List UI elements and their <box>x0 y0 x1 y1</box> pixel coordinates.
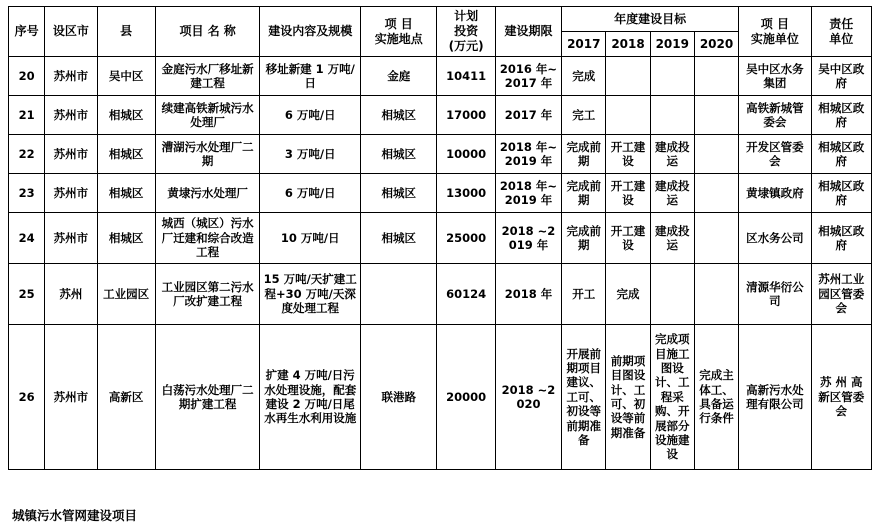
cell-county: 吴中区 <box>97 57 155 96</box>
cell-location: 相城区 <box>361 135 437 174</box>
cell-location: 联港路 <box>361 325 437 470</box>
table-row <box>9 325 872 470</box>
cell-county: 相城区 <box>97 174 155 213</box>
header-location <box>361 7 437 57</box>
cell-project-name: 续建高铁新城污水处理厂 <box>155 96 260 135</box>
cell-year-2018 <box>606 96 650 135</box>
table-row <box>9 213 872 264</box>
table-row <box>9 174 872 213</box>
header-implement-line2: 实施单位 <box>750 31 799 46</box>
cell-year-2018: 开工建设 <box>606 135 650 174</box>
cell-city: 苏州市 <box>45 96 97 135</box>
cell-seq: 21 <box>9 96 45 135</box>
cell-city: 苏州市 <box>45 213 97 264</box>
header-annual-goal: 年度建设目标 <box>562 7 739 32</box>
header-location-line1: 项 目 <box>384 16 413 31</box>
cell-period: 2018 年 <box>495 264 561 325</box>
cell-year-2020 <box>694 135 738 174</box>
cell-year-2019 <box>650 57 694 96</box>
cell-location: 相城区 <box>361 96 437 135</box>
cell-seq: 24 <box>9 213 45 264</box>
cell-seq: 26 <box>9 325 45 470</box>
cell-seq: 23 <box>9 174 45 213</box>
cell-project-name: 城西（城区）污水厂迁建和综合改造工程 <box>155 213 260 264</box>
cell-content-scale: 扩建 4 万吨/日污水处理设施，配套建设 2 万吨/日尾水再生水利用设施 <box>260 325 361 470</box>
cell-year-2020 <box>694 264 738 325</box>
cell-project-name: 工业园区第二污水厂改扩建工程 <box>155 264 260 325</box>
header-investment-line1: 计划 <box>454 9 479 23</box>
cell-seq: 25 <box>9 264 45 325</box>
cell-year-2019: 建成投运 <box>650 135 694 174</box>
header-year-2019: 2019 <box>650 32 694 57</box>
cell-city: 苏州市 <box>45 325 97 470</box>
cell-content-scale: 3 万吨/日 <box>260 135 361 174</box>
table-row <box>9 135 872 174</box>
cell-period: 2018 年~2019 年 <box>495 174 561 213</box>
cell-seq: 20 <box>9 57 45 96</box>
cell-period: 2018 ~2020 <box>495 325 561 470</box>
table-row <box>9 96 872 135</box>
cell-location: 金庭 <box>361 57 437 96</box>
header-year-2020: 2020 <box>694 32 738 57</box>
cell-implement-unit: 吴中区水务集团 <box>739 57 811 96</box>
cell-year-2019 <box>650 96 694 135</box>
header-city: 设区市 <box>45 7 97 57</box>
cell-year-2017: 开工 <box>562 264 606 325</box>
cell-investment: 20000 <box>437 325 495 470</box>
cell-content-scale: 移址新建 1 万吨/日 <box>260 57 361 96</box>
cell-implement-unit: 黄埭镇政府 <box>739 174 811 213</box>
cell-project-name: 白荡污水处理厂二期扩建工程 <box>155 325 260 470</box>
cell-year-2020 <box>694 174 738 213</box>
cell-county: 相城区 <box>97 96 155 135</box>
table-row <box>9 264 872 325</box>
cell-investment: 13000 <box>437 174 495 213</box>
header-investment-line3: (万元) <box>448 39 484 53</box>
cell-year-2019: 建成投运 <box>650 174 694 213</box>
cell-year-2018 <box>606 57 650 96</box>
cell-period: 2018 年~2019 年 <box>495 135 561 174</box>
cell-year-2020 <box>694 213 738 264</box>
cell-implement-unit: 清源华衍公司 <box>739 264 811 325</box>
header-implement-unit <box>739 7 811 57</box>
cell-project-name: 金庭污水厂移址新建工程 <box>155 57 260 96</box>
cell-responsible-unit: 相城区政府 <box>811 174 871 213</box>
header-location-line2: 实施地点 <box>374 31 423 46</box>
cell-investment: 10411 <box>437 57 495 96</box>
cell-investment: 10000 <box>437 135 495 174</box>
cell-period: 2018 ~2019 年 <box>495 213 561 264</box>
cell-content-scale: 10 万吨/日 <box>260 213 361 264</box>
project-schedule-table <box>8 6 872 470</box>
cell-implement-unit: 区水务公司 <box>739 213 811 264</box>
cell-responsible-unit: 吴中区政府 <box>811 57 871 96</box>
cell-investment: 17000 <box>437 96 495 135</box>
cell-county: 相城区 <box>97 213 155 264</box>
cell-period: 2017 年 <box>495 96 561 135</box>
cell-county: 工业园区 <box>97 264 155 325</box>
cell-investment: 25000 <box>437 213 495 264</box>
cell-year-2017: 完工 <box>562 96 606 135</box>
cell-seq: 22 <box>9 135 45 174</box>
cell-year-2018: 完成 <box>606 264 650 325</box>
cell-project-name: 黄埭污水处理厂 <box>155 174 260 213</box>
header-responsible-unit <box>811 7 871 57</box>
table-header-row-1 <box>9 7 872 32</box>
header-implement-line1: 项 目 <box>760 16 789 31</box>
cell-content-scale: 6 万吨/日 <box>260 96 361 135</box>
cell-content-scale: 6 万吨/日 <box>260 174 361 213</box>
cell-investment: 60124 <box>437 264 495 325</box>
cell-year-2019: 完成项目施工图设计、工程采购、开展部分设施建设 <box>650 325 694 470</box>
cell-implement-unit: 高铁新城管委会 <box>739 96 811 135</box>
cell-implement-unit: 高新污水处理有限公司 <box>739 325 811 470</box>
cell-location: 相城区 <box>361 213 437 264</box>
header-project-name: 项目 名 称 <box>155 7 260 57</box>
cell-responsible-unit: 相城区政府 <box>811 135 871 174</box>
cell-responsible-unit: 相城区政府 <box>811 213 871 264</box>
cell-year-2017: 完成前期 <box>562 213 606 264</box>
cell-year-2020: 完成主体工、具备运行条件 <box>694 325 738 470</box>
cell-responsible-unit: 苏州工业园区管委会 <box>811 264 871 325</box>
cell-year-2018: 前期项目图设计、工可、初设等前期准备 <box>606 325 650 470</box>
cell-year-2019 <box>650 264 694 325</box>
header-investment <box>437 7 495 57</box>
header-period: 建设期限 <box>495 7 561 57</box>
cell-content-scale: 15 万吨/天扩建工程+30 万吨/天深度处理工程 <box>260 264 361 325</box>
cell-year-2017: 开展前期项目建议、工可、初设等前期准备 <box>562 325 606 470</box>
cell-city: 苏州市 <box>45 135 97 174</box>
cell-location: 相城区 <box>361 174 437 213</box>
cell-year-2018: 开工建设 <box>606 174 650 213</box>
header-county: 县 <box>97 7 155 57</box>
section-footnote: 城镇污水管网建设项目 <box>12 508 138 523</box>
cell-year-2020 <box>694 57 738 96</box>
cell-city: 苏州市 <box>45 174 97 213</box>
cell-year-2017: 完成 <box>562 57 606 96</box>
cell-county: 相城区 <box>97 135 155 174</box>
cell-city: 苏州 <box>45 264 97 325</box>
header-content-scale: 建设内容及规模 <box>260 7 361 57</box>
cell-period: 2016 年~2017 年 <box>495 57 561 96</box>
cell-year-2017: 完成前期 <box>562 174 606 213</box>
header-investment-line2: 投资 <box>454 24 479 38</box>
table-row <box>9 57 872 96</box>
cell-year-2019: 建成投运 <box>650 213 694 264</box>
cell-responsible-unit: 相城区政府 <box>811 96 871 135</box>
cell-project-name: 漕湖污水处理厂二期 <box>155 135 260 174</box>
header-year-2018: 2018 <box>606 32 650 57</box>
header-seq: 序号 <box>9 7 45 57</box>
cell-implement-unit: 开发区管委会 <box>739 135 811 174</box>
cell-year-2020 <box>694 96 738 135</box>
header-responsible-line2: 单位 <box>829 31 854 46</box>
header-year-2017: 2017 <box>562 32 606 57</box>
cell-year-2017: 完成前期 <box>562 135 606 174</box>
cell-location <box>361 264 437 325</box>
header-responsible-line1: 责任 <box>829 16 854 31</box>
cell-responsible-unit: 苏 州 高新区管委会 <box>811 325 871 470</box>
cell-city: 苏州市 <box>45 57 97 96</box>
cell-year-2018: 开工建设 <box>606 213 650 264</box>
cell-county: 高新区 <box>97 325 155 470</box>
